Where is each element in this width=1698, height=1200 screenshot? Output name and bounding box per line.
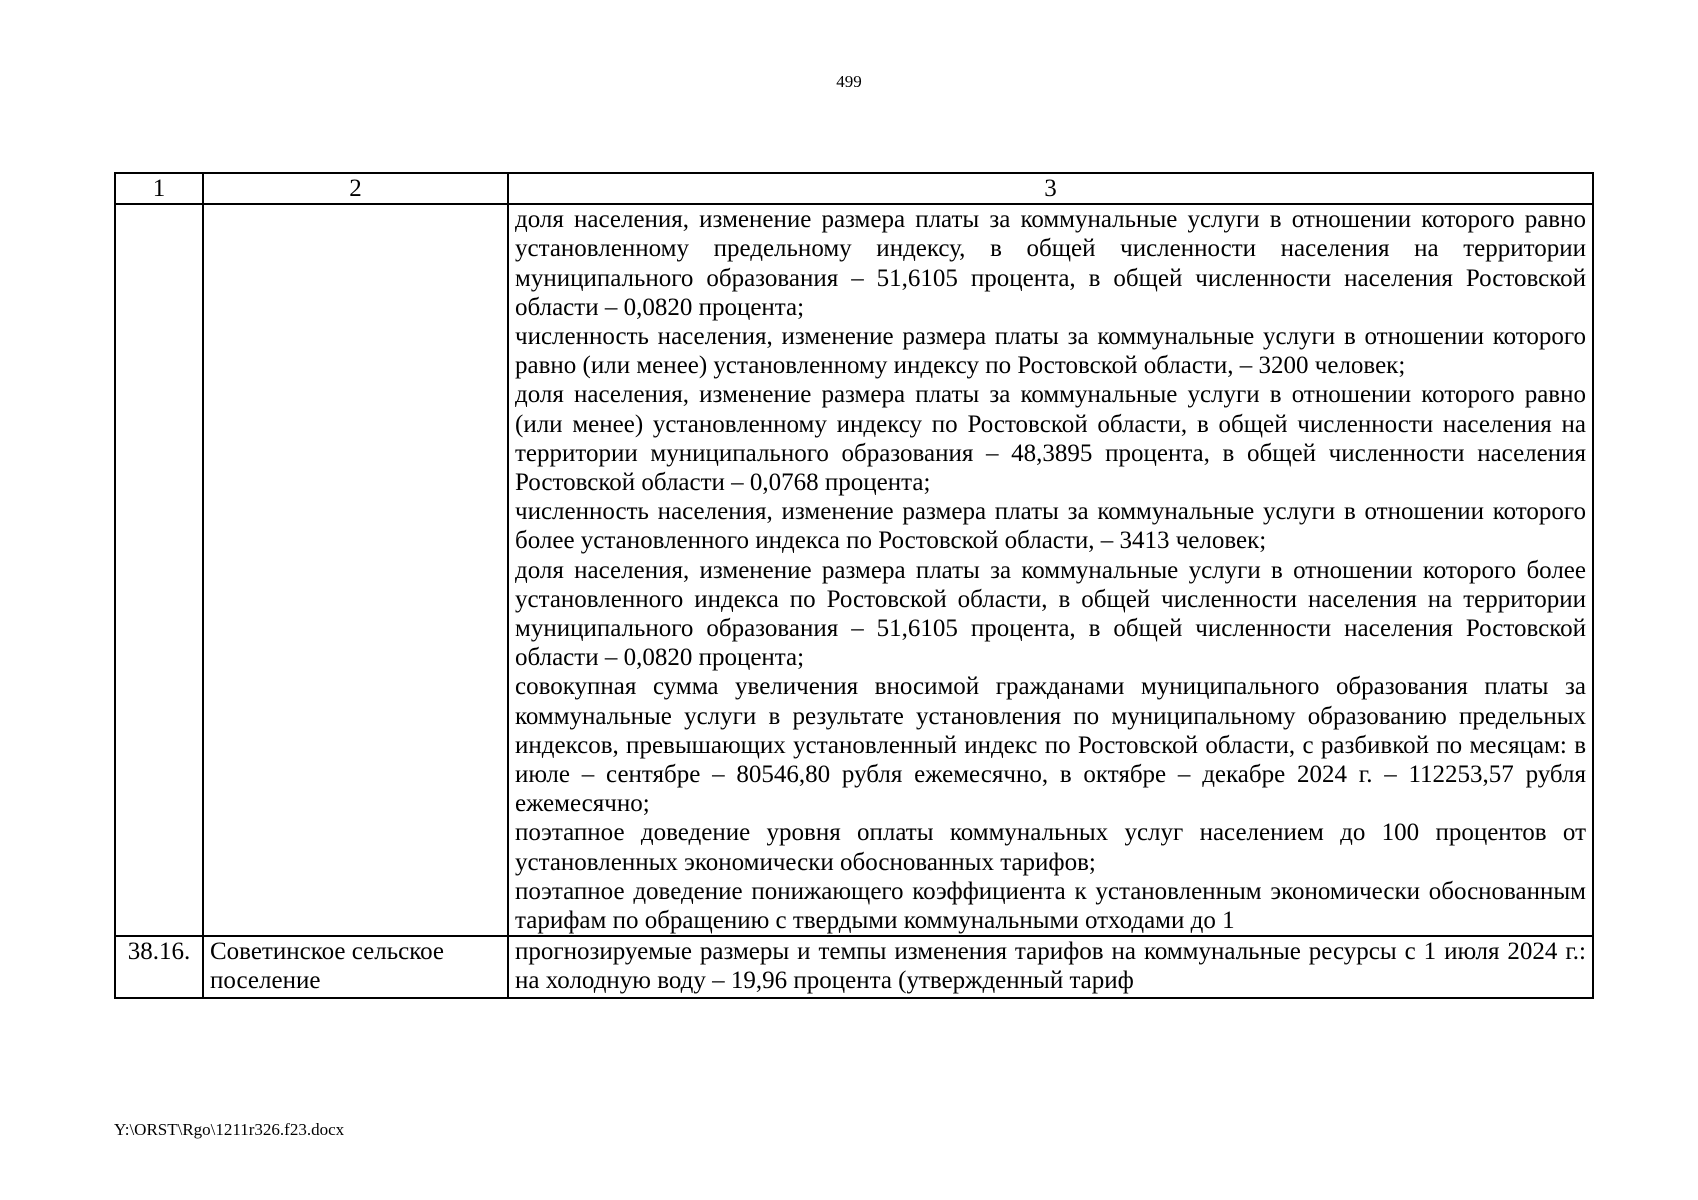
paragraph: поэтапное доведение уровня оплаты коммунальных услуг населением до 100 процентов от установленных экономически обоснованных тарифов; — [515, 819, 1586, 876]
municipality-cell: Советинское сельское поселение — [203, 936, 508, 998]
paragraph: численность населения, изменение размера платы за коммунальные услуги в отношении которого равно (или менее) установленному индексу по Ростовской области, – 3200 человек; — [515, 323, 1586, 380]
row-number-cell: 38.16. — [115, 936, 203, 998]
table-row-38-16 — [115, 936, 1593, 998]
table-header-row — [115, 173, 1593, 204]
table-row-continuation — [115, 204, 1593, 936]
paragraph: доля населения, изменение размера платы за коммунальные услуги в отношении которого равно установленному предельному индексу, в общей численности населения на территории муниципального образования – 51,6105 процента, в общей численности населения Ростовской области – 0,0820 процента; — [515, 206, 1586, 321]
paragraph: поэтапное доведение понижающего коэффициента к установленным экономически обоснованным тарифам по обращению с твердыми коммунальными отходами до 1 — [515, 877, 1586, 935]
column-header-2: 2 — [203, 173, 508, 204]
tariff-table — [114, 172, 1594, 999]
row-number-cell — [115, 204, 203, 936]
paragraph: прогнозируемые размеры и темпы изменения тарифов на коммунальные ресурсы с 1 июля 2024 г.: на холодную воду – 19,96 процента (утвержденный тариф — [515, 938, 1586, 995]
paragraph: доля населения, изменение размера платы за коммунальные услуги в отношении которого более установленного индекса по Ростовской области, в общей численности населения на территории муниципального образования – 51,6105 процента, в общей численности населения Ростовской области – 0,0820 процента; — [515, 556, 1586, 672]
file-path-footer: Y:\ORST\Rgo\1211r326.f23.docx — [114, 1120, 345, 1139]
column-header-3: 3 — [508, 173, 1593, 204]
description-cell — [508, 204, 1593, 936]
description-cell — [508, 936, 1593, 998]
column-header-1: 1 — [115, 173, 203, 204]
paragraph: доля населения, изменение размера платы за коммунальные услуги в отношении которого равно (или менее) установленному индексу по Ростовской области, в общей численности населения на территории муниципального образования – 48,3895 процента, в общей численности населения Ростовской области – 0,0768 процента; — [515, 381, 1586, 497]
paragraph: совокупная сумма увеличения вносимой гражданами муниципального образования платы за коммунальные услуги в результате установления по муниципальному образованию предельных индексов, превышающих установленный индекс по Ростовской области, с разбивкой по месяцам: в июле – сентябре – 80546,80 рубля ежемесячно, в октябре – декабре 2024 г. – 112253,57 рубля ежемесячно; — [515, 673, 1586, 818]
page-number: 499 — [836, 72, 862, 91]
paragraph: численность населения, изменение размера платы за коммунальные услуги в отношении которого более установленного индекса по Ростовской области, – 3413 человек; — [515, 498, 1586, 555]
municipality-cell — [203, 204, 508, 936]
